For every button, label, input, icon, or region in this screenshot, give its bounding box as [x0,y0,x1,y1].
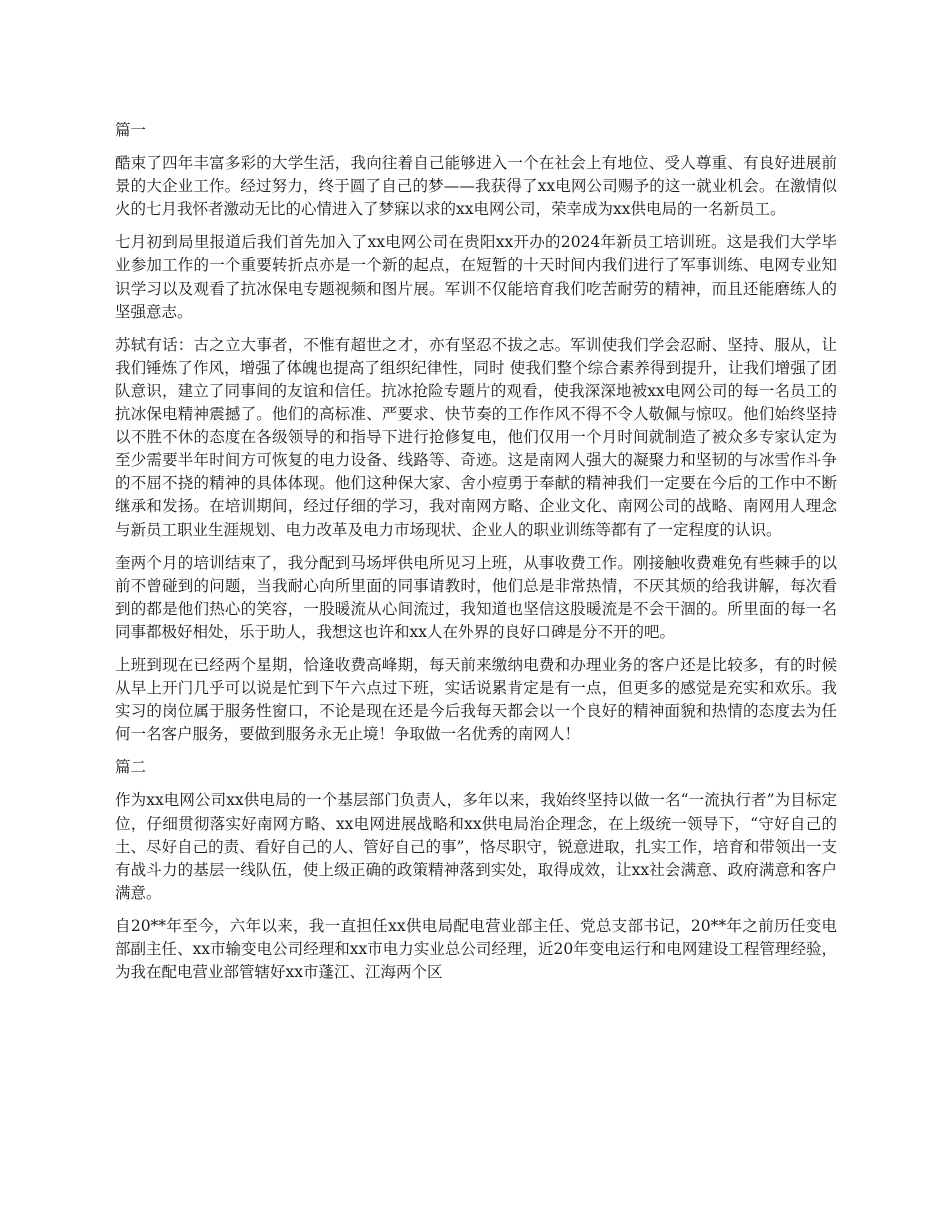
paragraph: 上班到现在已经两个星期，恰逢收费高峰期，每天前来缴纳电费和办理业务的客户还是比较多，有的时候从早上开门几乎可以说是忙到下午六点过下班，实话说累肯定是有一点，但更多的感觉是充实和欢乐。我实习的岗位属于服务性窗口，不论是现在还是今后我每天都会以一个良好的精神面貌和热情的态度去为任何一名客户服务，要做到服务永无止境！争取做一名优秀的南网人！ [115,655,837,744]
section-2 [115,756,837,984]
section-heading: 篇一 [115,121,147,139]
section-heading: 篇二 [115,758,147,777]
paragraph: 苏轼有话：古之立大事者，不惟有超世之才，亦有坚忍不拔之志。军训使我们学会忍耐、坚持、服从，让我们锤炼了作风，增强了体魄也提高了组织纪律性，同时 使我们整个综合素养得到提升，让我们增强了团队意识，建立了同事间的友谊和信任。抗冰抢险专题片的观看，使我深深地被xx电网公司的每一名员工的抗冰保电精神震撼了。他们的高标准、严要求、快节奏的工作作风不得不令人敬佩与惊叹。他们始终坚持以不胜不休的态度在各级领导的和指导下进行抢修复电，他们仅用一个月时间就制造了被众多专家认定为至少需要半年时间方可恢复的电力设备、线路等、奇迹。这是南网人强大的凝聚力和坚韧的与冰雪作斗争的不屈不挠的精神的具体体现。他们这种保大家、舍小痘勇于奉献的精神我们一定要在今后的工作中不断继承和发扬。在培训期间，经过仔细的学习，我对南网方略、企业文化、南网公司的战略、南网用人理念与新员工职业生涯规划、电力改革及电力市场现状、企业人的职业训练等都有了一定程度的认识。 [115,335,837,539]
paragraph: 自20**年至今，六年以来，我一直担任xx供电局配电营业部主任、党总支部书记，20**年之前历任变电部副主任、xx市输变电公司经理和xx市电力实业总公司经理，近20年变电运行和电网建设工程管理经验，为我在配电营业部管辖好xx市蓬江、江海两个区 [115,916,837,982]
paragraph: 作为xx电网公司xx供电局的一个基层部门负责人，多年以来，我始终坚持以做一名“一流执行者”为目标定位，仔细贯彻落实好南网方略、xx电网进展战略和xx供电局治企理念，在上级统一领导下，“守好自己的土、尽好自己的责、看好自己的人、管好自己的事”，恪尽职守，锐意进取，扎实工作，培育和带领出一支有战斗力的基层一线队伍，使上级正确的政策精神落到实处，取得成效，让xx社会满意、政府满意和客户满意。 [115,791,837,902]
section-1 [115,119,837,746]
document-page [115,119,837,994]
paragraph: 奎两个月的培训结束了，我分配到马场坪供电所见习上班，从事收费工作。刚接触收费难免有些棘手的以前不曾碰到的问题，当我耐心向所里面的同事请教时，他们总是非常热情，不厌其烦的给我讲解，每次看到的都是他们热心的笑容，一股暖流从心间流过，我知道也坚信这股暖流是不会干涸的。所里面的每一名同事都极好相处，乐于助人，我想这也许和xx人在外界的良好口碑是分不开的吧。 [115,553,837,641]
paragraph: 酷束了四年丰富多彩的大学生活，我向往着自己能够进入一个在社会上有地位、受人尊重、有良好进展前景的大企业工作。经过努力，终于圆了自己的梦——我获得了xx电网公司赐予的这一就业机会。在激情似火的七月我怀者激动无比的心情进入了梦寐以求的xx电网公司，荣幸成为xx供电局的一名新员工。 [115,154,837,219]
paragraph: 七月初到局里报道后我们首先加入了xx电网公司在贵阳xx开办的2024年新员工培训班。这是我们大学毕业参加工作的一个重要转折点亦是一个新的起点，在短暂的十天时间内我们进行了军事训练、电网专业知识学习以及观看了抗冰保电专题视频和图片展。军训不仅能培育我们吃苦耐劳的精神，而且还能磨练人的坚强意志。 [115,233,837,321]
